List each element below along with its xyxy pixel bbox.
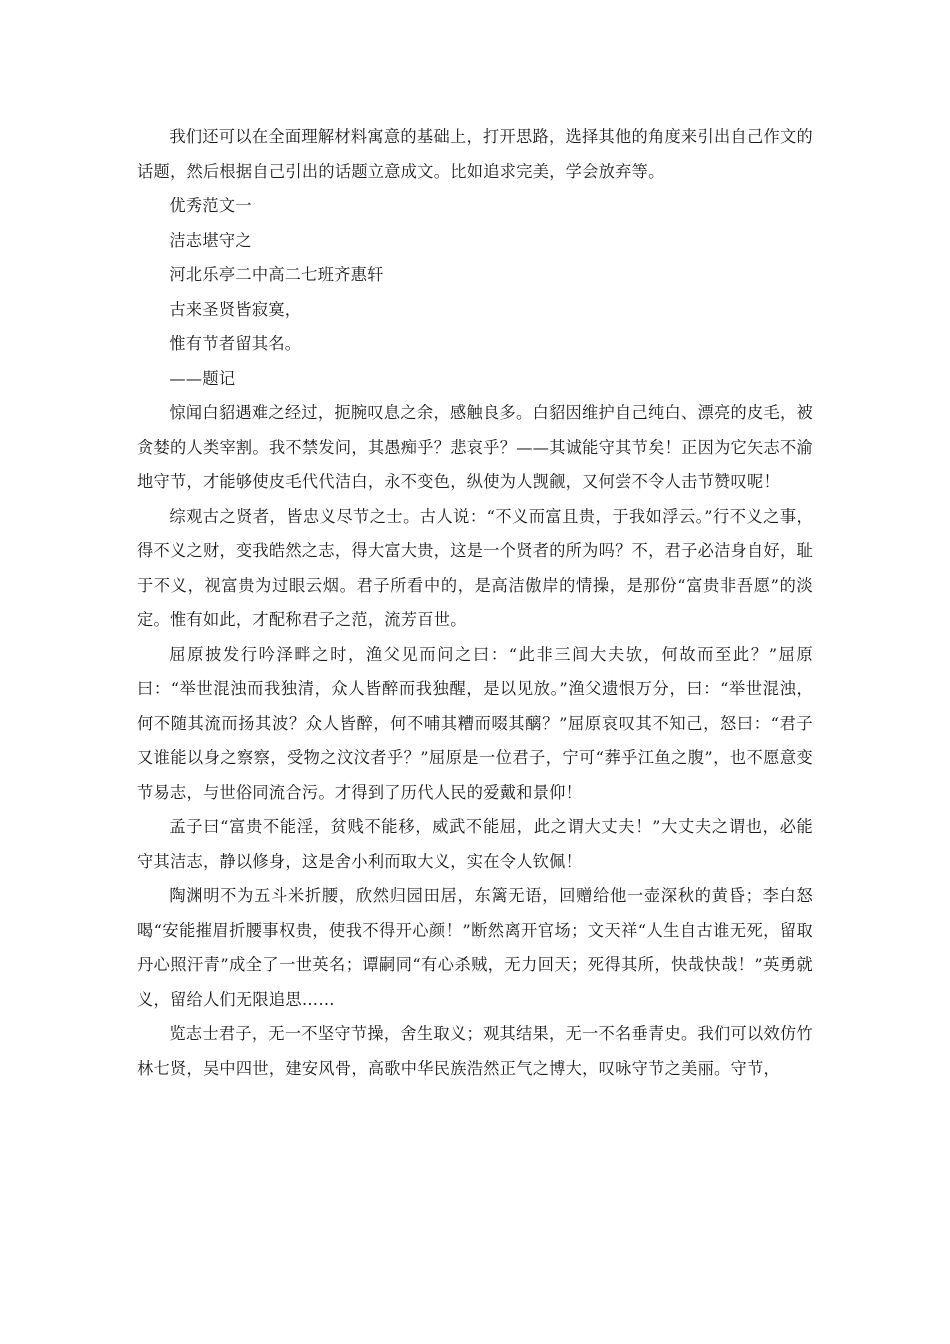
paragraph-body: 综观古之贤者，皆忠义尽节之士。古人说：“不义而富且贵，于我如浮云。”行不义之事，得不义之财，变我皓然之志，得大富大贵，这是一个贤者的所为吗？不，君子必洁身自好，耻于不义，视富贵为过眼云烟。君子所看中的，是高洁傲岸的情操，是那份“富贵非吾愿”的淡定。惟有如此，才配称君子之范，流芳百世。 <box>137 506 813 629</box>
paragraph-body: 孟子曰“富贵不能淫，贫贱不能移，威武不能屈，此之谓大丈夫！”大丈夫之谓也，必能守其洁志，静以修身，这是舍小利而取大义，实在令人钦佩！ <box>137 817 813 871</box>
paragraph-intro: 我们还可以在全面理解材料寓意的基础上，打开思路，选择其他的角度来引出自己作文的话题，然后根据自己引出的话题立意成文。比如追求完美，学会放弃等。 <box>137 127 813 181</box>
section-heading: 优秀范文一 <box>169 196 252 215</box>
paragraph-body: 览志士君子，无一不坚守节操，舍生取义；观其结果，无一不名垂青史。我们可以效仿竹林七贤，吴中四世，建安风骨，高歌中华民族浩然正气之博大，叹咏守节之美丽。守节， <box>137 1024 813 1078</box>
epigraph-attribution: ——题记 <box>169 368 236 388</box>
essay-title: 洁志堪守之 <box>169 230 252 250</box>
paragraph-body: 屈原披发行吟泽畔之时，渔父见而问之曰：“此非三闾大夫欤，何故而至此？”屈原曰：“举世混浊而我独清，众人皆醉而我独醒，是以见放。”渔父遗恨万分，曰：“举世混浊，何不随其流而扬其波？众人皆醉，何不哺其糟而啜其醨？”屈原哀叹其不知己，怒曰：“君子又谁能以身之察察，受物之汶汶者乎？”屈原是一位君子，宁可“葬乎江鱼之腹”，也不愿意变节易志，与世俗同流合污。才得到了历代人民的爱戴和景仰！ <box>137 644 813 802</box>
paragraph-body: 惊闻白貂遇难之经过，扼腕叹息之余，感触良多。白貂因维护自己纯白、漂亮的皮毛，被贪婪的人类宰割。我不禁发问，其愚痴乎？悲哀乎？——其诚能守其节矣！正因为它矢志不渝地守节，才能够使皮毛代代洁白，永不变色，纵使为人觊觎，又何尝不令人击节赞叹呢！ <box>137 403 813 491</box>
epigraph-line-1: 古来圣贤皆寂寞， <box>169 299 302 319</box>
paragraph-body: 陶渊明不为五斗米折腰，欣然归园田居，东篱无语，回赠给他一壶深秋的黄昏；李白怒喝“安能摧眉折腰事权贵，使我不得开心颜！”断然离开官场；文天祥“人生自古谁无死，留取丹心照汗青”成全了一世英名；谭嗣同“有心杀贼，无力回天；死得其所，快哉快哉！”英勇就义，留给人们无限追思…… <box>137 886 813 1009</box>
essay-author: 河北乐亭二中高二七班齐惠轩 <box>169 265 384 284</box>
document-page <box>137 120 813 1086</box>
epigraph-line-2: 惟有节者留其名。 <box>169 334 302 353</box>
